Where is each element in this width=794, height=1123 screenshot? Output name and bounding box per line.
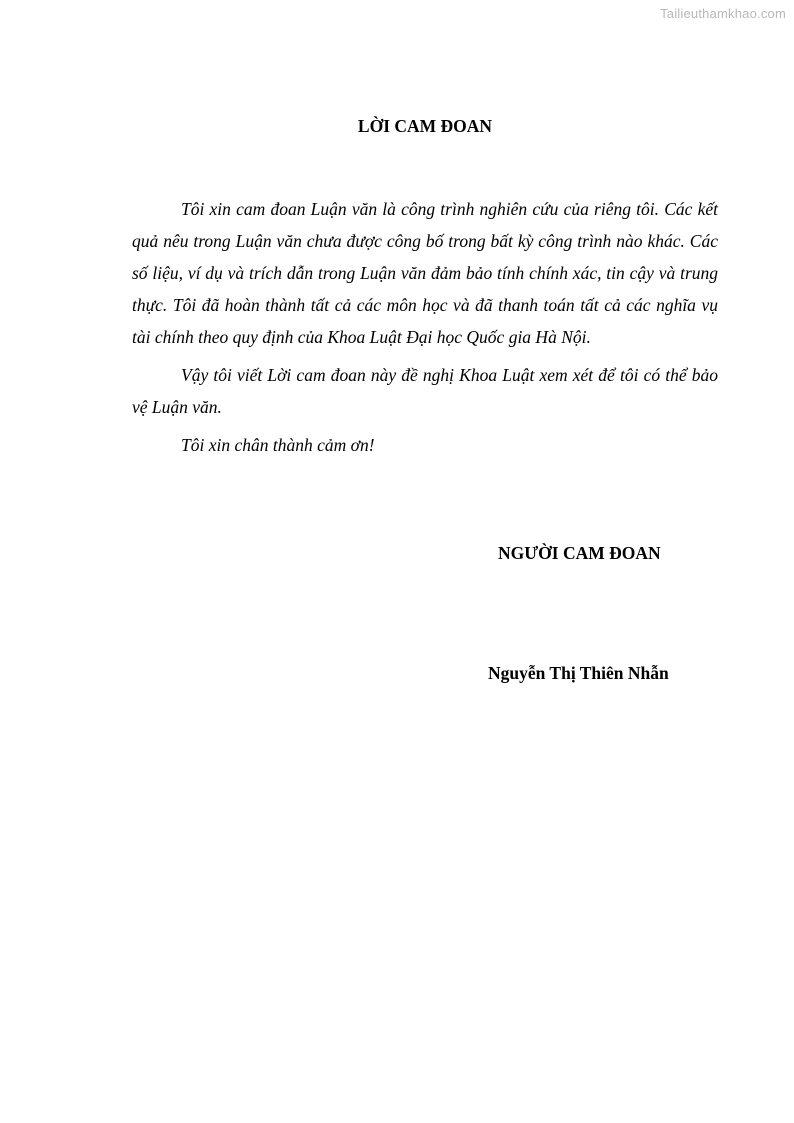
paragraph-declaration: Tôi xin cam đoan Luận văn là công trình nghiên cứu của riêng tôi. Các kết quả nêu trong Luận văn chưa được công bố trong bất kỳ công trình nào khác. Các số liệu, ví dụ và trích dẫn trong Luận văn đảm bảo tính chính xác, tin cậy và trung thực. Tôi đã hoàn thành tất cả các môn học và đã thanh toán tất cả các nghĩa vụ tài chính theo quy định của Khoa Luật Đại học Quốc gia Hà Nội.	[132, 199, 718, 347]
paragraph-request: Vậy tôi viết Lời cam đoan này đề nghị Khoa Luật xem xét để tôi có thể bảo vệ Luận văn.	[132, 365, 718, 417]
watermark-text: Tailieuthamkhao.com	[660, 6, 786, 21]
page-title: LỜI CAM ĐOAN	[357, 116, 493, 136]
declaration-body	[132, 193, 718, 467]
signature-label: NGƯỜI CAM ĐOAN	[498, 543, 661, 563]
signer-name: Nguyễn Thị Thiên Nhẫn	[488, 663, 669, 683]
paragraph-thanks: Tôi xin chân thành cảm ơn!	[181, 435, 375, 455]
